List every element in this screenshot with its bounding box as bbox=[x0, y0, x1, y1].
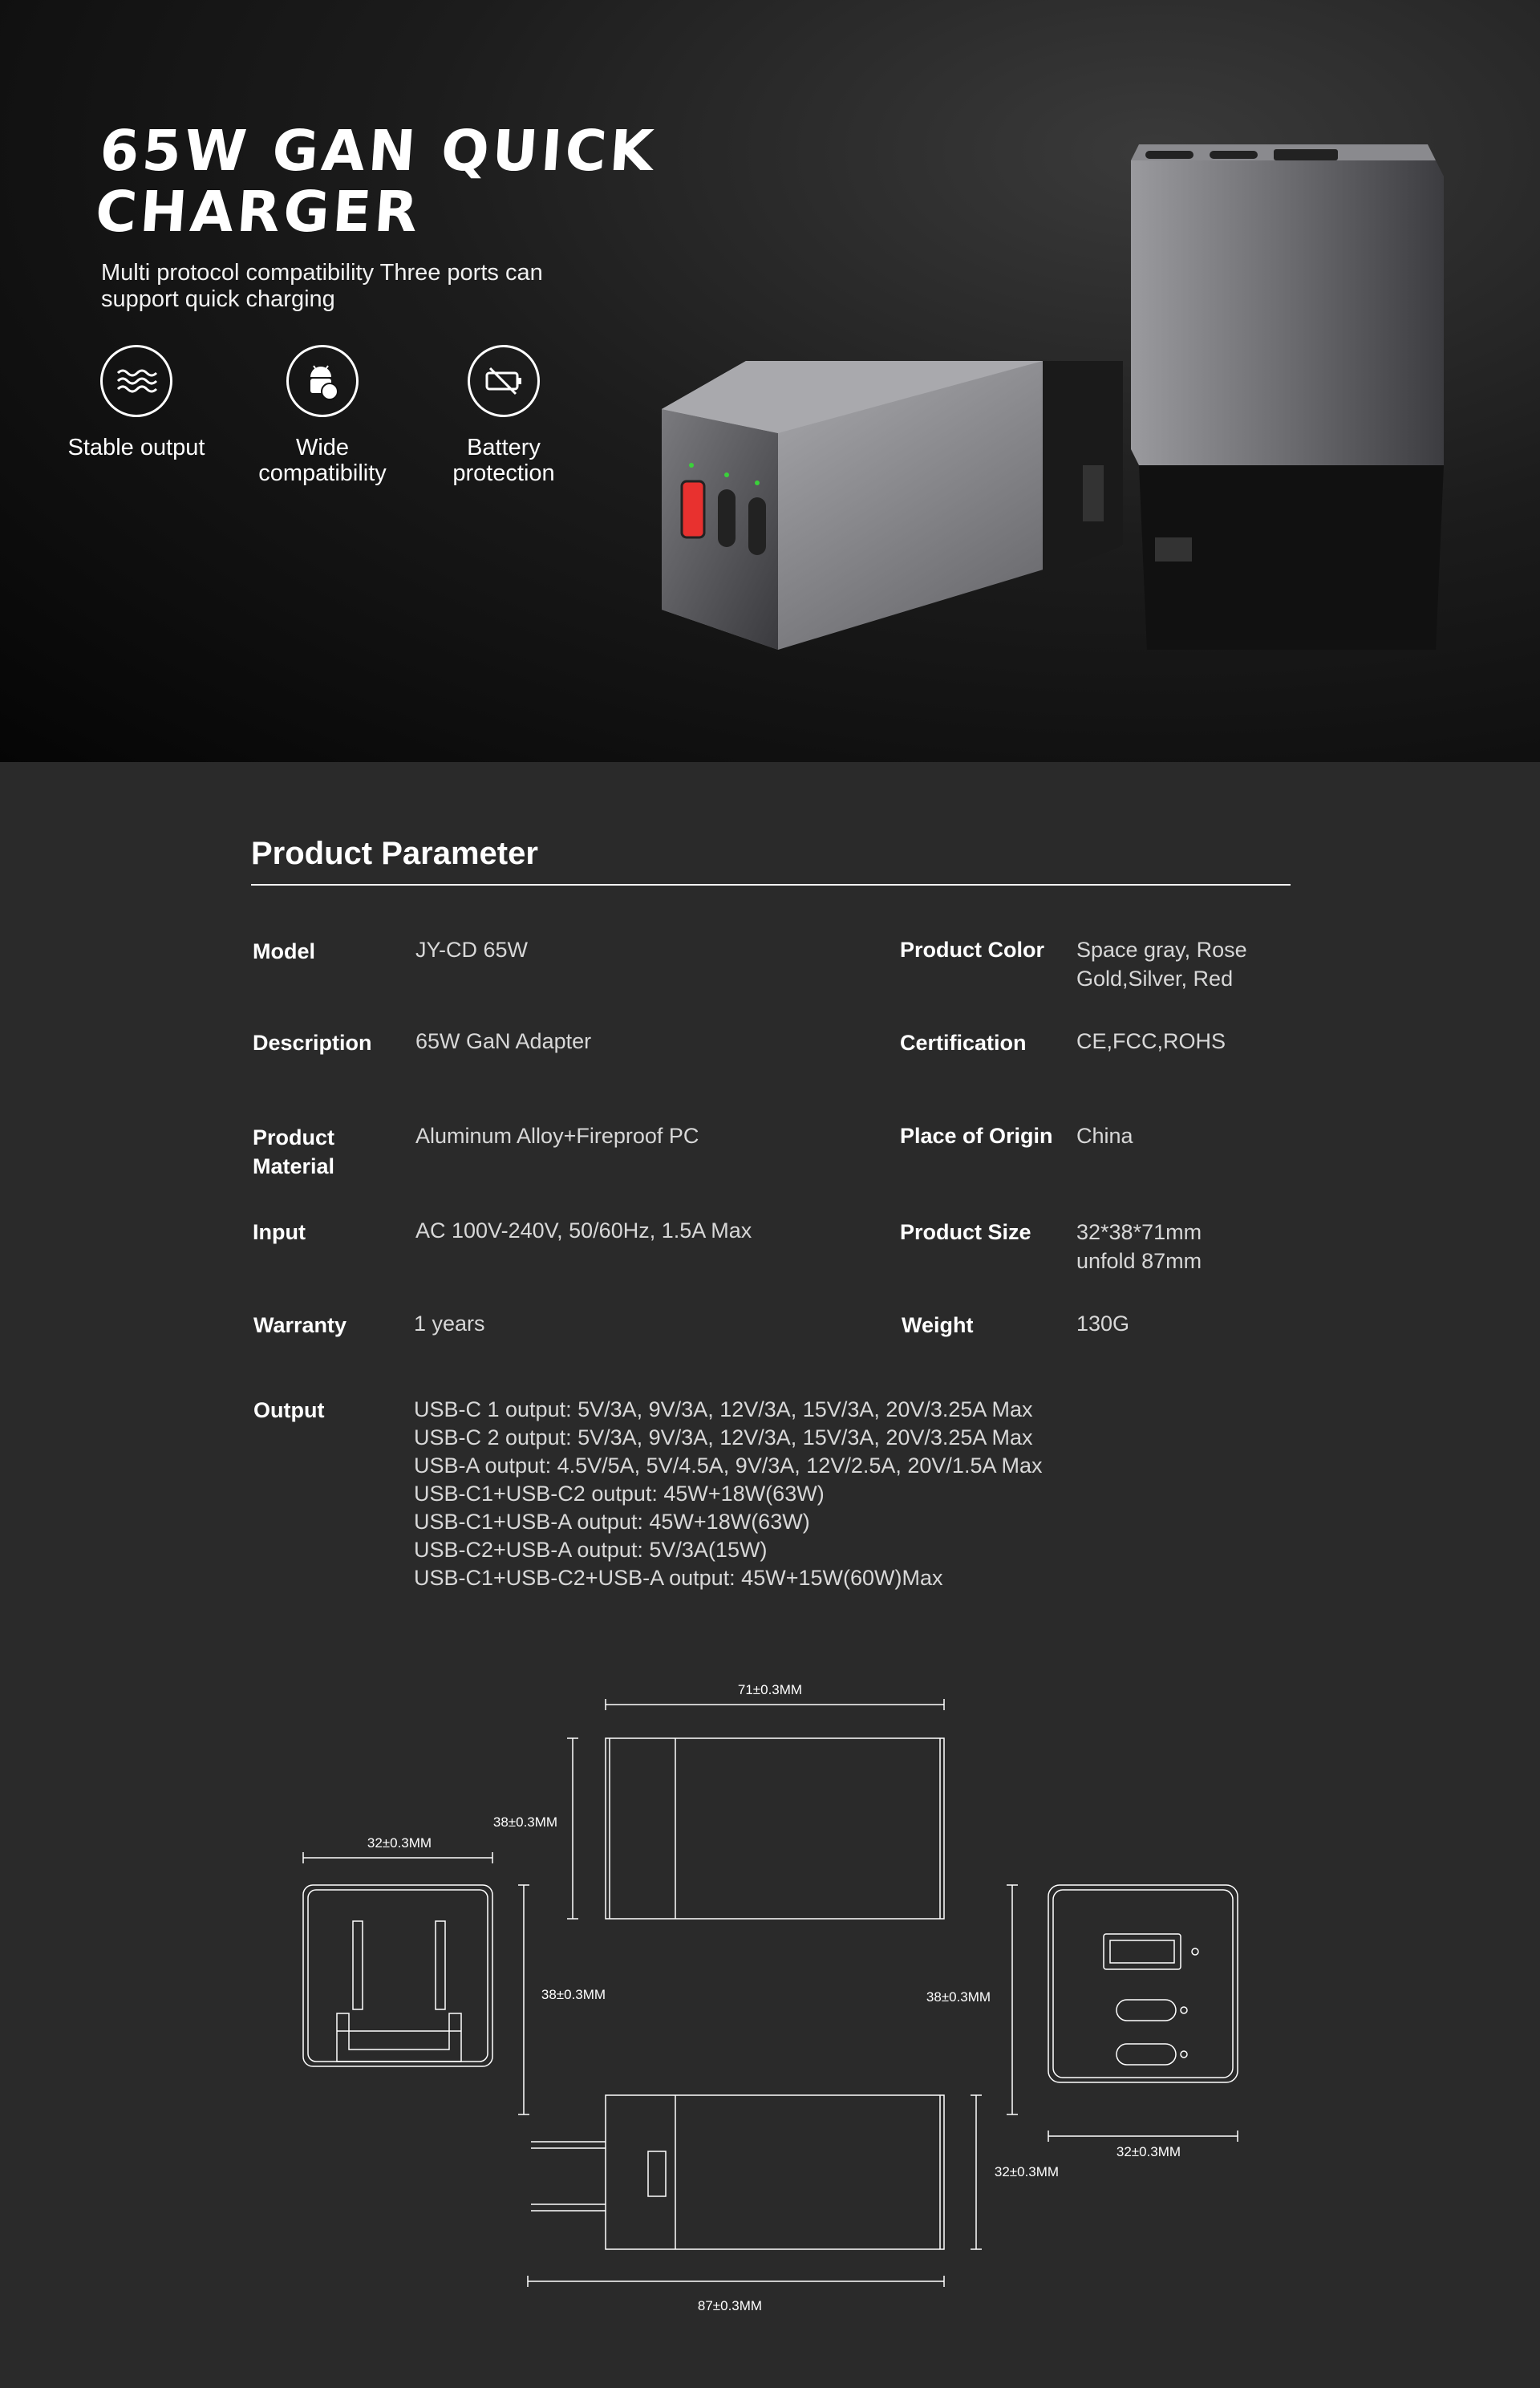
param-value-model: JY-CD 65W bbox=[415, 938, 529, 962]
param-value-color: Space gray, Rose Gold,Silver, Red bbox=[1076, 938, 1247, 991]
param-label-description: Description bbox=[253, 1031, 372, 1055]
output-line: USB-C2+USB-A output: 5V/3A(15W) bbox=[414, 1538, 768, 1562]
param-value-warranty: 1 years bbox=[414, 1312, 485, 1336]
port-face-drawing bbox=[1007, 1885, 1238, 2142]
feature-label: Battery protection bbox=[452, 435, 555, 486]
hero-banner bbox=[0, 0, 1540, 762]
param-value-material: Aluminum Alloy+Fireproof PC bbox=[415, 1124, 699, 1148]
feature-label: Stable output bbox=[67, 435, 205, 460]
output-line: USB-C 2 output: 5V/3A, 9V/3A, 12V/3A, 15V/3A, 20V/3.25A Max bbox=[414, 1425, 1033, 1449]
dim-ports-width: 32±0.3MM bbox=[1116, 2144, 1181, 2159]
section-title: Product Parameter bbox=[251, 836, 538, 871]
output-line: USB-C1+USB-C2+USB-A output: 45W+15W(60W)Max bbox=[414, 1566, 943, 1590]
param-label-model: Model bbox=[253, 939, 315, 963]
param-label-warranty: Warranty bbox=[253, 1313, 347, 1337]
dim-top-height: 38±0.3MM bbox=[492, 1814, 558, 1830]
charger-product-image bbox=[626, 128, 1476, 690]
android-apple-icon bbox=[286, 345, 359, 417]
param-label-material: Product Material bbox=[253, 1125, 335, 1178]
param-label-input: Input bbox=[253, 1220, 306, 1244]
dimension-diagram bbox=[0, 1652, 1540, 2342]
wave-icon bbox=[100, 345, 172, 417]
output-spec-list bbox=[414, 1396, 1043, 1592]
feature-battery-protection bbox=[424, 345, 584, 486]
param-label-size: Product Size bbox=[900, 1220, 1031, 1244]
dim-plug-height: 38±0.3MM bbox=[541, 1987, 606, 2002]
param-label-output: Output bbox=[253, 1398, 325, 1422]
hero-title: 65W GAN QUICK CHARGER bbox=[93, 118, 659, 245]
output-line: USB-C 1 output: 5V/3A, 9V/3A, 12V/3A, 15V/3A, 20V/3.25A Max bbox=[414, 1397, 1033, 1421]
param-value-input: AC 100V-240V, 50/60Hz, 1.5A Max bbox=[415, 1218, 752, 1243]
param-value-weight: 130G bbox=[1076, 1312, 1130, 1336]
dim-top-length: 71±0.3MM bbox=[737, 1682, 803, 1697]
battery-protection-icon bbox=[468, 345, 540, 417]
dim-ports-height: 38±0.3MM bbox=[926, 1989, 991, 2005]
top-view-drawing bbox=[567, 1699, 944, 1919]
param-value-description: 65W GaN Adapter bbox=[415, 1029, 592, 1053]
hero-subtitle: Multi protocol compatibility Three ports can support quick charging bbox=[101, 260, 543, 312]
dim-plug-width: 32±0.3MM bbox=[367, 1835, 432, 1851]
param-label-weight: Weight bbox=[902, 1313, 974, 1337]
feature-stable-output bbox=[56, 345, 217, 460]
output-line: USB-C1+USB-A output: 45W+18W(63W) bbox=[414, 1510, 810, 1534]
output-line: USB-A output: 4.5V/5A, 5V/4.5A, 9V/3A, 12V/2.5A, 20V/1.5A Max bbox=[414, 1453, 1043, 1478]
output-line: USB-C1+USB-C2 output: 45W+18W(63W) bbox=[414, 1482, 825, 1506]
dim-unfold-length: 87±0.3MM bbox=[697, 2298, 763, 2313]
plug-face-drawing bbox=[303, 1852, 529, 2114]
feature-wide-compatibility bbox=[242, 345, 403, 486]
title-divider bbox=[251, 884, 1291, 886]
param-value-certification: CE,FCC,ROHS bbox=[1076, 1029, 1226, 1053]
param-value-origin: China bbox=[1076, 1124, 1133, 1148]
dim-side-height: 32±0.3MM bbox=[994, 2164, 1060, 2179]
param-value-size: 32*38*71mm unfold 87mm bbox=[1076, 1220, 1202, 1273]
param-label-color: Product Color bbox=[900, 938, 1044, 962]
param-label-certification: Certification bbox=[900, 1031, 1027, 1055]
side-view-drawing bbox=[528, 2095, 982, 2287]
param-label-origin: Place of Origin bbox=[900, 1124, 1053, 1148]
feature-label: Wide compatibility bbox=[258, 435, 387, 486]
